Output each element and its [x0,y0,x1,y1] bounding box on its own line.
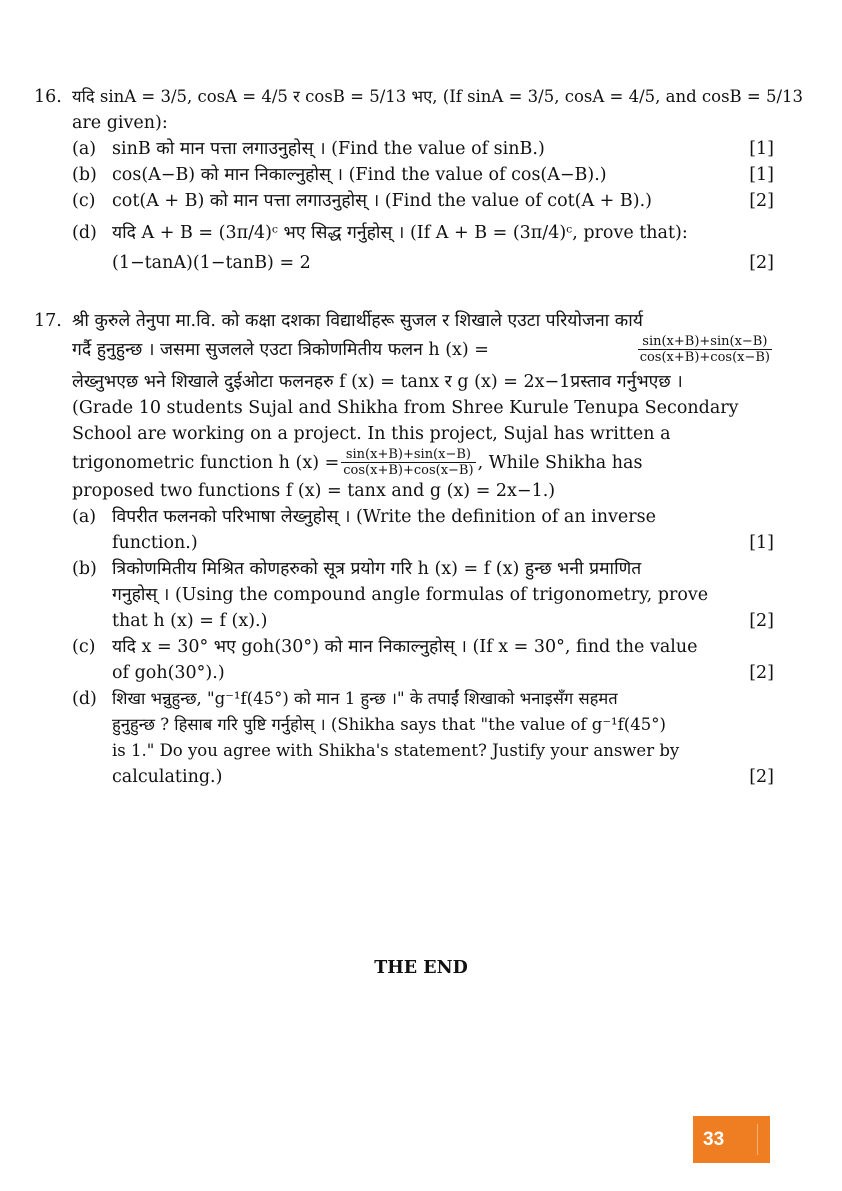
question-number: 17. [34,311,62,331]
q16-part-d [72,220,774,246]
part-text: (1−tanA)(1−tanB) = 2 [112,253,311,273]
part-label: (a) [72,507,97,527]
q17-para-line6 [72,447,774,478]
page-number-badge [693,1116,770,1163]
part-text: that h (x) = f (x).) [112,611,268,631]
part-label: (d) [72,223,97,243]
part-text: cos(A−B) को मान निकाल्नुहोस् । (Find the value of cos(A−B).) [112,165,607,185]
part-text: function.) [112,533,198,553]
part-label: (b) [72,559,97,579]
part-text: sinB को मान पत्ता लगाउनुहोस् । (Find the value of sinB.) [112,139,545,159]
q17-part-c [72,634,774,660]
part-text: विपरीत फलनको परिभाषा लेख्नुहोस् । (Write the definition of an inverse [112,507,656,527]
q16-part-c [72,188,774,214]
q17-part-b [72,556,774,582]
q17-text: गर्दै हुनुहुन्छ । जसमा सुजलले एउटा त्रिकोणमितीय फलन h (x) = [72,339,489,360]
badge-divider [757,1124,758,1155]
fraction-denominator: cos(x+B)+cos(x−B) [343,463,474,478]
part-text: calculating.) [112,767,223,787]
part-text: यदि x = 30° भए goh(30°) को मान निकाल्नुहोस् । (If x = 30°, find the value [112,637,698,657]
question-number: 16. [34,87,62,107]
q17-part-b-line3 [72,608,774,634]
part-text: is 1." Do you agree with Shikha's statement? Justify your answer by [112,741,680,760]
part-text: हुनुहुन्छ ? हिसाब गरि पुष्टि गर्नुहोस् । (Shikha says that "the value of g⁻¹f(45°) [112,715,666,734]
function-fraction [341,447,475,478]
marks: [1] [749,533,774,553]
part-label: (b) [72,165,97,185]
question-17 [34,308,774,790]
q17-text: trigonometric function h (x) = [72,452,340,473]
part-text: त्रिकोणमितीय मिश्रित कोणहरुको सूत्र प्रयोग गरि h (x) = f (x) हुन्छ भनी प्रमाणित [112,559,642,579]
q17-part-d [72,686,774,712]
part-label: (a) [72,139,97,159]
q17-para-line2 [72,334,774,365]
q17-para-line1: श्री कुरुले तेनुपा मा.वि. को कक्षा दशका विद्यार्थीहरू सुजल र शिखाले एउटा परियोजना कार्य [72,311,643,331]
marks: [1] [749,139,774,159]
question-16-line2: are given): [72,113,168,133]
q17-part-d-line4 [72,764,774,790]
q17-part-d-line2 [72,712,774,738]
q17-text: , While Shikha has [477,452,643,473]
part-text: शिखा भन्नुहुन्छ, "g⁻¹f(45°) को मान 1 हुन्छ ।" के तपाईं शिखाको भनाइसँग सहमत [112,689,618,708]
q17-part-a [72,504,774,530]
q17-para-line7: proposed two functions f (x) = tanx and g (x) = 2x−1.) [72,481,556,501]
part-label: (c) [72,191,96,211]
q17-part-d-line3 [72,738,774,764]
part-text: of goh(30°).) [112,663,225,683]
q17-part-c-line2 [72,660,774,686]
q16-part-a [72,136,774,162]
marks: [2] [749,767,774,787]
marks: [2] [749,191,774,211]
q16-part-b [72,162,774,188]
marks: [2] [749,253,774,273]
part-label: (c) [72,637,96,657]
q17-part-a-line2 [72,530,774,556]
fraction-numerator: sin(x+B)+sin(x−B) [341,447,475,463]
q17-para-line4: (Grade 10 students Sujal and Shikha from Shree Kurule Tenupa Secondary [72,398,739,418]
marks: [1] [749,165,774,185]
question-16 [34,84,804,276]
part-label: (d) [72,689,97,709]
page-number: 33 [703,1129,725,1150]
marks: [2] [749,663,774,683]
fraction-denominator: cos(x+B)+cos(x−B) [639,350,770,365]
part-text: गनुहोस् । (Using the compound angle formulas of trigonometry, prove [112,585,709,605]
q16-part-d-line2 [72,250,774,276]
function-fraction [638,334,772,365]
part-text: यदि A + B = (3π/4)ᶜ भए सिद्ध गर्नुहोस् । (If A + B = (3π/4)ᶜ, prove that): [112,223,688,243]
part-text: cot(A + B) को मान पत्ता लगाउनुहोस् । (Find the value of cot(A + B).) [112,191,652,211]
question-16-line1: यदि sinA = 3/5, cosA = 4/5 र cosB = 5/13 भए, (If sinA = 3/5, cosA = 4/5, and cosB = 5/13 [72,87,804,106]
q17-part-b-line2 [72,582,774,608]
fraction-numerator: sin(x+B)+sin(x−B) [638,334,772,350]
q17-para-line3: लेख्नुभएछ भने शिखाले दुईओटा फलनहरु f (x) = tanx र g (x) = 2x−1प्रस्ताव गर्नुभएछ । [72,372,683,392]
q17-para-line5: School are working on a project. In this project, Sujal has written a [72,424,671,444]
marks: [2] [749,611,774,631]
end-heading: THE END [374,958,468,978]
